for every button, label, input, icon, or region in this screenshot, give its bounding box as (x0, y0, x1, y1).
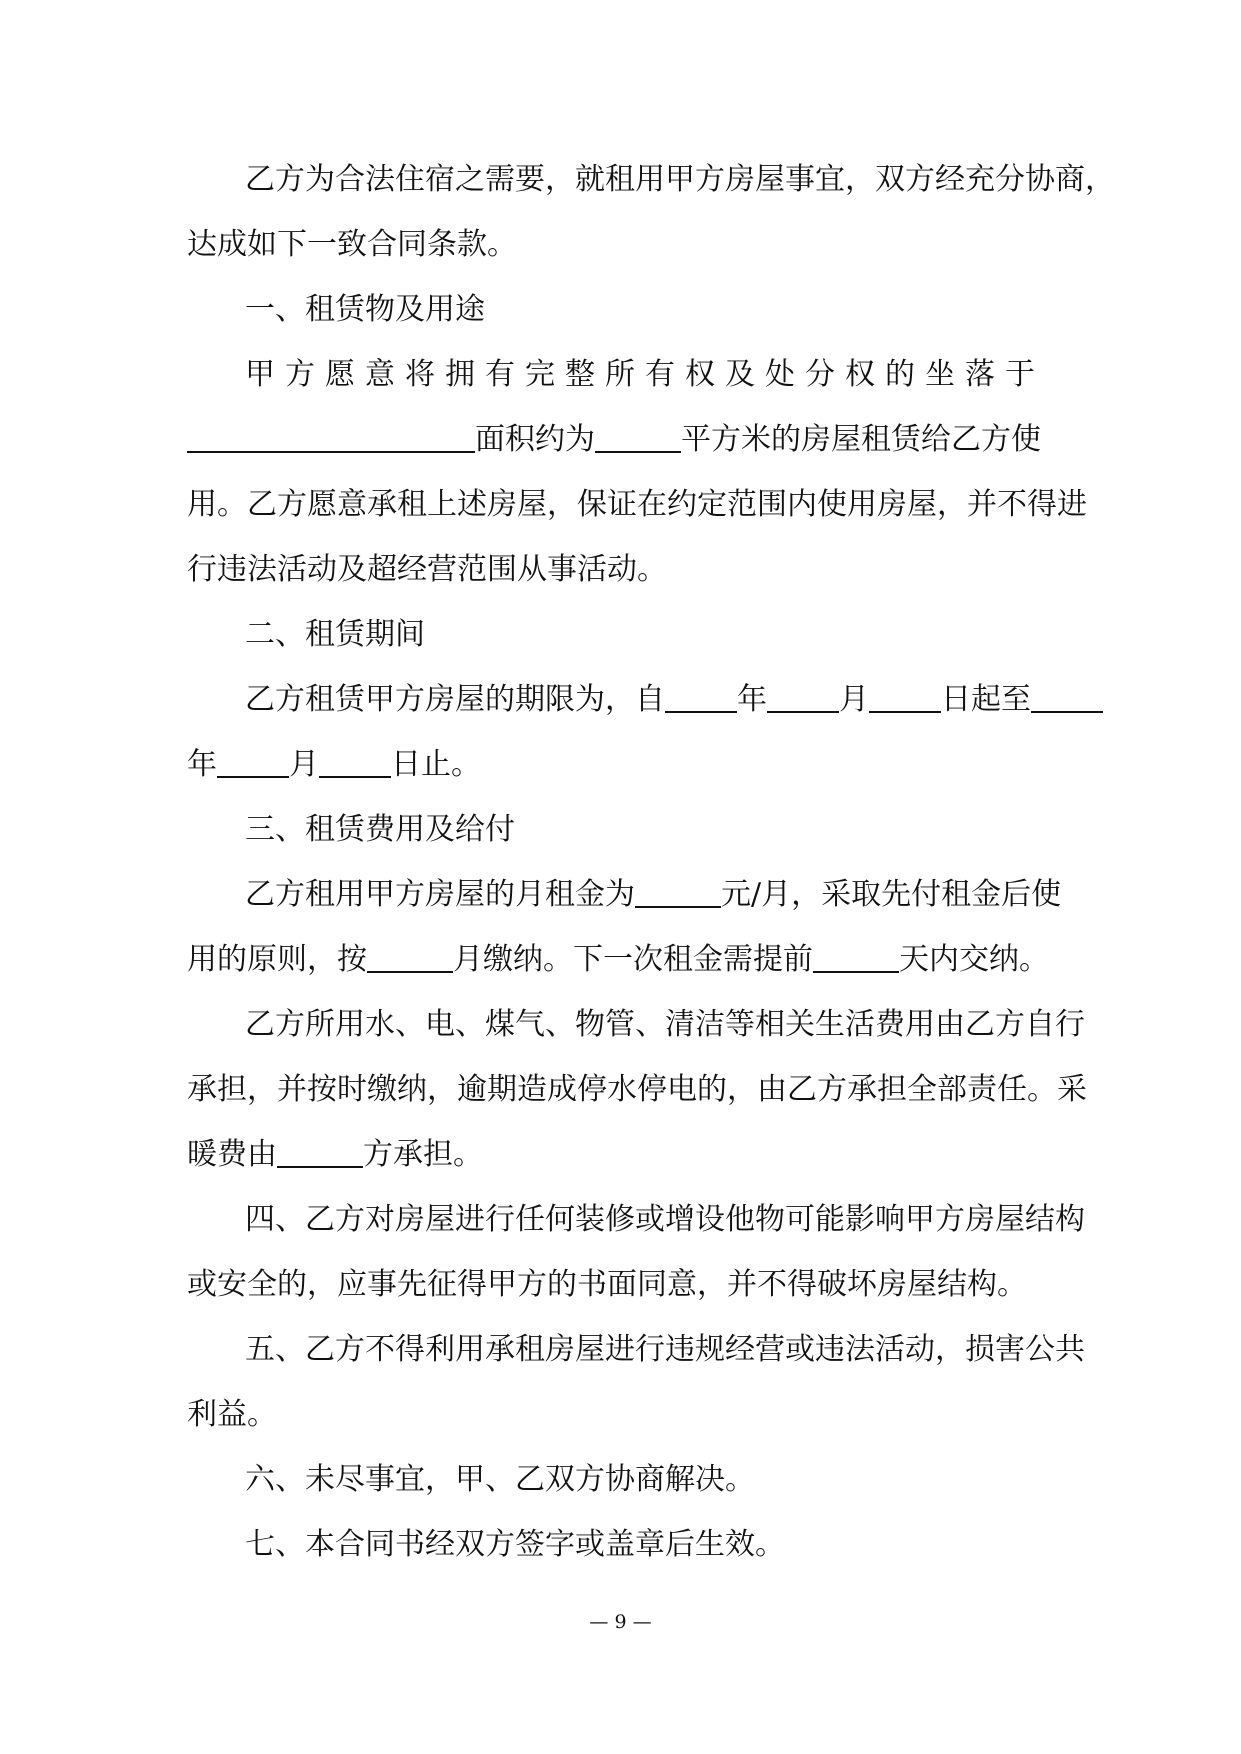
section-1-line-2 (187, 420, 1041, 460)
location-blank[interactable] (187, 421, 475, 453)
section-3-line-4: 承担，并按时缴纳，逾期造成停水停电的，由乙方承担全部责任。采 (187, 1072, 1087, 1107)
advance-days-blank[interactable] (813, 941, 899, 973)
section-4-line-2: 或安全的，应事先征得甲方的书面同意，并不得破坏房屋结构。 (187, 1267, 1027, 1302)
area-tail: 平方米的房屋租赁给乙方使 (681, 422, 1041, 457)
intro-line-2: 达成如下一致合同条款。 (187, 227, 517, 262)
section-7-line-1: 七、本合同书经双方签字或盖章后生效。 (245, 1527, 785, 1562)
start-year-label: 年 (737, 682, 767, 717)
section-1-line-3: 用。乙方愿意承租上述房屋，保证在约定范围内使用房屋，并不得进 (187, 487, 1087, 522)
section-3-line-2 (187, 940, 1049, 980)
start-month-blank[interactable] (767, 681, 839, 713)
end-year-label: 年 (187, 747, 217, 782)
section-5-line-1: 五、乙方不得利用承租房屋进行违规经营或违法活动，损害公共 (245, 1332, 1085, 1367)
monthly-rent-blank[interactable] (635, 876, 721, 908)
section-3-heading: 三、租赁费用及给付 (245, 812, 515, 847)
intro-line-1: 乙方为合法住宿之需要，就租用甲方房屋事宜，双方经充分协商， (245, 162, 1115, 197)
section-5-line-2: 利益。 (187, 1397, 277, 1432)
advance-label: 月缴纳。下一次租金需提前 (453, 942, 813, 977)
area-blank[interactable] (595, 421, 681, 453)
end-day-blank[interactable] (319, 746, 391, 778)
heating-label: 暖费由 (187, 1137, 277, 1172)
section-2-heading: 二、租赁期间 (245, 617, 425, 652)
section-1-line-1: 甲方愿意将拥有完整所有权及处分权的坐落于 (245, 357, 1035, 392)
area-label: 面积约为 (475, 422, 595, 457)
page-number: — 9 — (589, 1611, 652, 1633)
start-day-label: 日起至 (941, 682, 1031, 717)
section-4-line-1: 四、乙方对房屋进行任何装修或增设他物可能影响甲方房屋结构 (245, 1202, 1085, 1237)
end-day-label: 日止。 (391, 747, 481, 782)
heating-party-blank[interactable] (277, 1136, 363, 1168)
end-year-blank[interactable] (1031, 681, 1103, 713)
section-1-heading: 一、租赁物及用途 (245, 292, 485, 327)
advance-tail: 天内交纳。 (899, 942, 1049, 977)
lease-period-label: 乙方租赁甲方房屋的期限为，自 (245, 682, 665, 717)
section-6-line-1: 六、未尽事宜，甲、乙双方协商解决。 (245, 1462, 755, 1497)
section-1-line-4: 行违法活动及超经营范围从事活动。 (187, 552, 667, 587)
start-month-label: 月 (839, 682, 869, 717)
section-2-line-1 (245, 680, 1103, 720)
monthly-rent-label: 乙方租用甲方房屋的月租金为 (245, 877, 635, 912)
start-year-blank[interactable] (665, 681, 737, 713)
monthly-rent-tail: 元/月，采取先付租金后使 (721, 877, 1062, 912)
end-month-label: 月 (289, 747, 319, 782)
start-day-blank[interactable] (869, 681, 941, 713)
section-3-line-5 (187, 1135, 483, 1175)
section-3-line-3: 乙方所用水、电、煤气、物管、清洁等相关生活费用由乙方自行 (245, 1007, 1085, 1042)
end-month-blank[interactable] (217, 746, 289, 778)
section-2-line-2 (187, 745, 481, 785)
heating-tail: 方承担。 (363, 1137, 483, 1172)
section-3-line-1 (245, 875, 1061, 915)
payment-cycle-label: 用的原则，按 (187, 942, 367, 977)
payment-cycle-blank[interactable] (367, 941, 453, 973)
